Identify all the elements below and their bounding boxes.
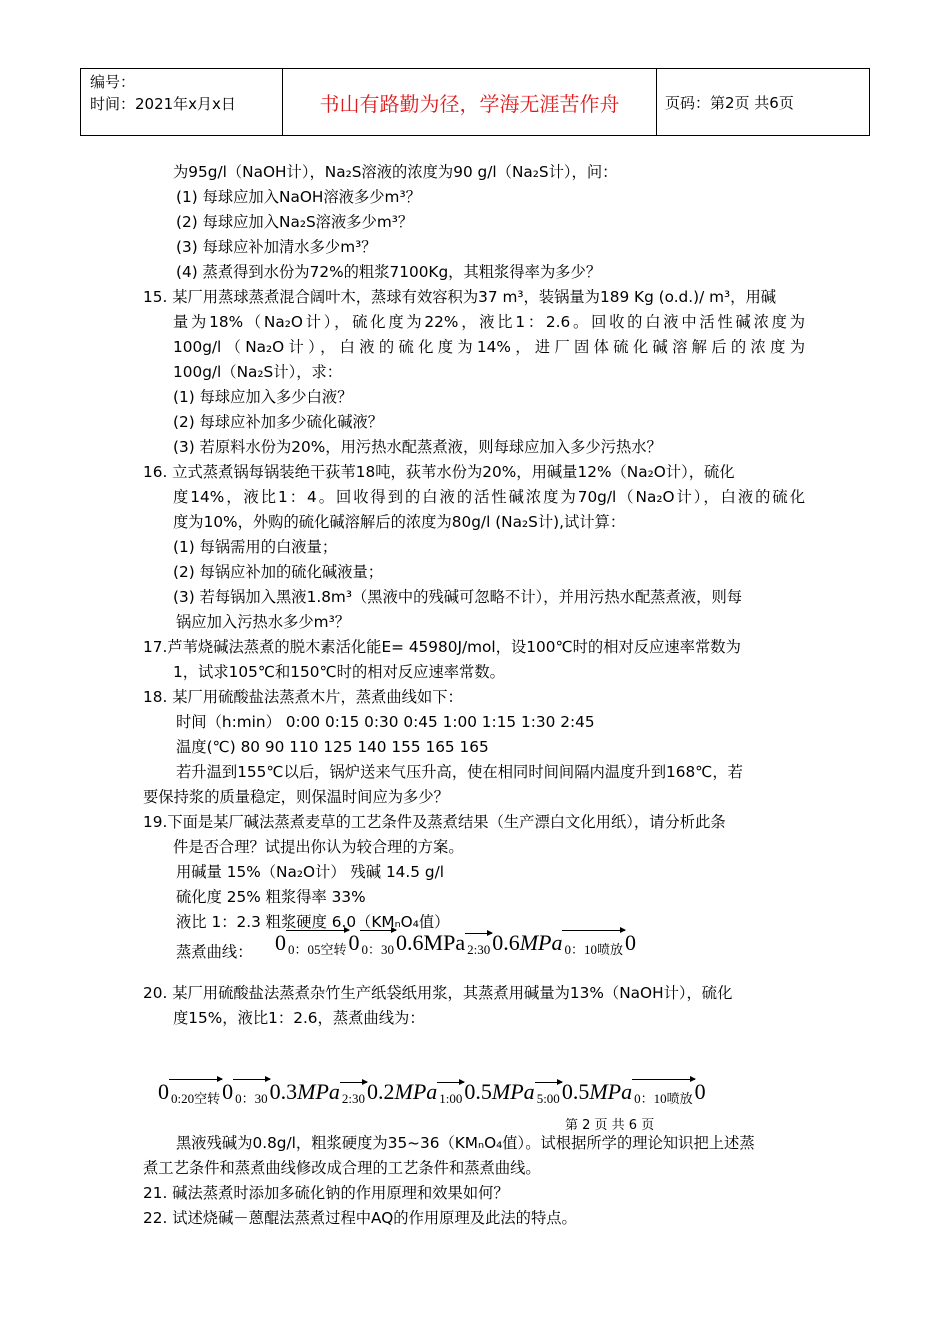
curve-value: 0.2 bbox=[367, 1079, 395, 1104]
question-18: 18. 某厂用硫酸盐法蒸煮木片，蒸煮曲线如下： bbox=[143, 688, 463, 706]
text-line: 量为18%（Na₂O计），硫化度为22%，液比1：2.6。回收的白液中活性碱浓度为 bbox=[173, 313, 805, 331]
time-row: 时间（h:min） 0:00 0:15 0:30 0:45 1:00 1:15 1:30 2:45 bbox=[176, 713, 595, 731]
curve-arrow: 0：05空转 bbox=[286, 939, 349, 958]
curve-value: 0 bbox=[275, 930, 286, 955]
text-line: (2) 每锅应补加的硫化碱液量； bbox=[173, 563, 384, 581]
curve-value: 0 bbox=[625, 930, 636, 955]
text-line: (4) 蒸煮得到水份为72%的粗浆7100Kg，其粗浆得率为多少？ bbox=[176, 263, 602, 281]
curve-value: 0.6 bbox=[492, 930, 520, 955]
curve-value: 0.6MPa bbox=[396, 930, 466, 955]
text-line: (1) 每球应加入多少白液？ bbox=[173, 388, 353, 406]
curve-value: 0 bbox=[694, 1079, 706, 1104]
text-line: 件是否合理？试提出你认为较合理的方案。 bbox=[173, 838, 464, 856]
condition-row: 硫化度 25% 粗浆得率 33% bbox=[176, 888, 366, 906]
curve-value: 0.5 bbox=[464, 1079, 492, 1104]
header-table bbox=[80, 68, 870, 136]
page-code: 页码：第2页 共6页 bbox=[665, 93, 794, 112]
curve-unit: MPa bbox=[589, 1079, 633, 1104]
curve-value: 0 bbox=[222, 1079, 234, 1104]
text-line: 若升温到155℃以后，锅炉送来气压升高，使在相同时间间隔内温度升到168℃，若 bbox=[176, 763, 743, 781]
header-meta-cell bbox=[81, 69, 283, 135]
text-line: (2) 每球应加入Na₂S溶液多少m³？ bbox=[176, 213, 414, 231]
curve-unit: MPa bbox=[394, 1079, 438, 1104]
text-line: 要保持浆的质量稳定，则保温时间应为多少？ bbox=[143, 788, 449, 806]
curve-unit: MPa bbox=[297, 1079, 340, 1104]
curve-arrow: 0：10喷放 bbox=[562, 939, 625, 958]
curve-unit: MPa bbox=[491, 1079, 535, 1104]
text-line: (3) 若每锅加入黑液1.8m³（黑液中的残碱可忽略不计），并用污热水配蒸煮液，则每 bbox=[173, 588, 743, 606]
page-footer: 第 2 页 共 6 页 bbox=[565, 1118, 655, 1133]
curve-arrow: 0：10喷放 bbox=[632, 1088, 695, 1107]
text-line: 锅应加入污热水多少m³？ bbox=[176, 613, 351, 631]
text-line: 100g/l（Na₂O计），白液的硫化度为14%，进厂固体硫化碱溶解后的浓度为 bbox=[173, 338, 805, 356]
curve-value: 0 bbox=[158, 1079, 169, 1104]
text-line: 煮工艺条件和蒸煮曲线修改成合理的工艺条件和蒸煮曲线。 bbox=[143, 1159, 541, 1177]
curve-arrow: 0:20空转 bbox=[169, 1088, 222, 1107]
text-line: 度15%，液比1：2.6，蒸煮曲线为： bbox=[173, 1009, 425, 1027]
cooking-curve-20 bbox=[158, 1079, 706, 1107]
condition-row: 用碱量 15%（Na₂O计） 残碱 14.5 g/l bbox=[176, 863, 444, 881]
curve-unit: MPa bbox=[519, 930, 563, 955]
curve-arrow: 0：30 bbox=[233, 1088, 270, 1107]
text-line: 为95g/l（NaOH计），Na₂S溶液的浓度为90 g/l（Na₂S计），问： bbox=[173, 163, 618, 181]
text-line: (2) 每球应补加多少硫化碱液？ bbox=[173, 413, 384, 431]
text-line: 度为10%，外购的硫化碱溶解后的浓度为80g/l (Na₂S计),试计算： bbox=[173, 513, 626, 531]
text-line: 1，试求105℃和150℃时的相对反应速率常数。 bbox=[173, 663, 505, 681]
question-19: 19.下面是某厂碱法蒸煮麦草的工艺条件及蒸煮结果（生产漂白文化用纸），请分析此条 bbox=[143, 813, 726, 831]
curve-value: 0.5 bbox=[561, 1079, 590, 1104]
text-line: 黑液残碱为0.8g/l，粗浆硬度为35~36（KMₙO₄值）。试根据所学的理论知识把上述蒸 bbox=[176, 1134, 755, 1152]
date-label: 时间：2021年x月x日 bbox=[90, 95, 236, 113]
motto: 书山有路勤为径，学海无涯苦作舟 bbox=[283, 69, 657, 135]
text-line: 100g/l（Na₂S计），求： bbox=[173, 363, 343, 381]
question-21: 21. 碱法蒸煮时添加多硫化钠的作用原理和效果如何？ bbox=[143, 1184, 509, 1202]
text-line: (3) 若原料水份为20%，用污热水配蒸煮液，则每球应加入多少污热水？ bbox=[173, 438, 662, 456]
curve-arrow: 0：30 bbox=[360, 939, 397, 958]
question-20: 20. 某厂用硫酸盐法蒸煮杂竹生产纸袋纸用浆，其蒸煮用碱量为13%（NaOH计），硫化 bbox=[143, 984, 733, 1002]
question-15: 15. 某厂用蒸球蒸煮混合阔叶木，蒸球有效容积为37 m³，装锅量为189 Kg (o.d.)/ m³，用碱 bbox=[143, 288, 777, 306]
curve-arrow: 5:00 bbox=[536, 1091, 560, 1106]
curve-arrow: 1:00 bbox=[439, 1091, 463, 1106]
serial-label: 编号： bbox=[90, 73, 136, 91]
temperature-row: 温度(℃) 80 90 110 125 140 155 165 165 bbox=[176, 738, 489, 756]
curve-arrow: 2:30 bbox=[467, 942, 491, 957]
curve-label: 蒸煮曲线： bbox=[176, 943, 253, 961]
curve-value: 0 bbox=[348, 930, 360, 955]
condition-row: 液比 1：2.3 粗浆硬度 6.0（KMₙO₄值） bbox=[176, 913, 450, 931]
question-16: 16. 立式蒸煮锅每锅装绝干荻苇18吨，荻苇水份为20%，用碱量12%（Na₂O计），硫化 bbox=[143, 463, 735, 481]
question-17: 17.芦苇烧碱法蒸煮的脱木素活化能E= 45980J/mol，设100℃时的相对反应速率常数为 bbox=[143, 638, 741, 656]
text-line: 度14%，液比1：4。回收得到的白液的活性碱浓度为70g/l（Na₂O计），白液的硫化 bbox=[173, 488, 805, 506]
question-22: 22. 试述烧碱－蒽醌法蒸煮过程中AQ的作用原理及此法的特点。 bbox=[143, 1209, 577, 1227]
curve-value: 0.3 bbox=[269, 1079, 298, 1104]
text-line: (1) 每球应加入NaOH溶液多少m³？ bbox=[176, 188, 421, 206]
cooking-curve-19 bbox=[275, 930, 636, 958]
text-line: (3) 每球应补加清水多少m³？ bbox=[176, 238, 377, 256]
curve-arrow: 2:30 bbox=[341, 1091, 366, 1106]
text-line: (1) 每锅需用的白液量； bbox=[173, 538, 338, 556]
